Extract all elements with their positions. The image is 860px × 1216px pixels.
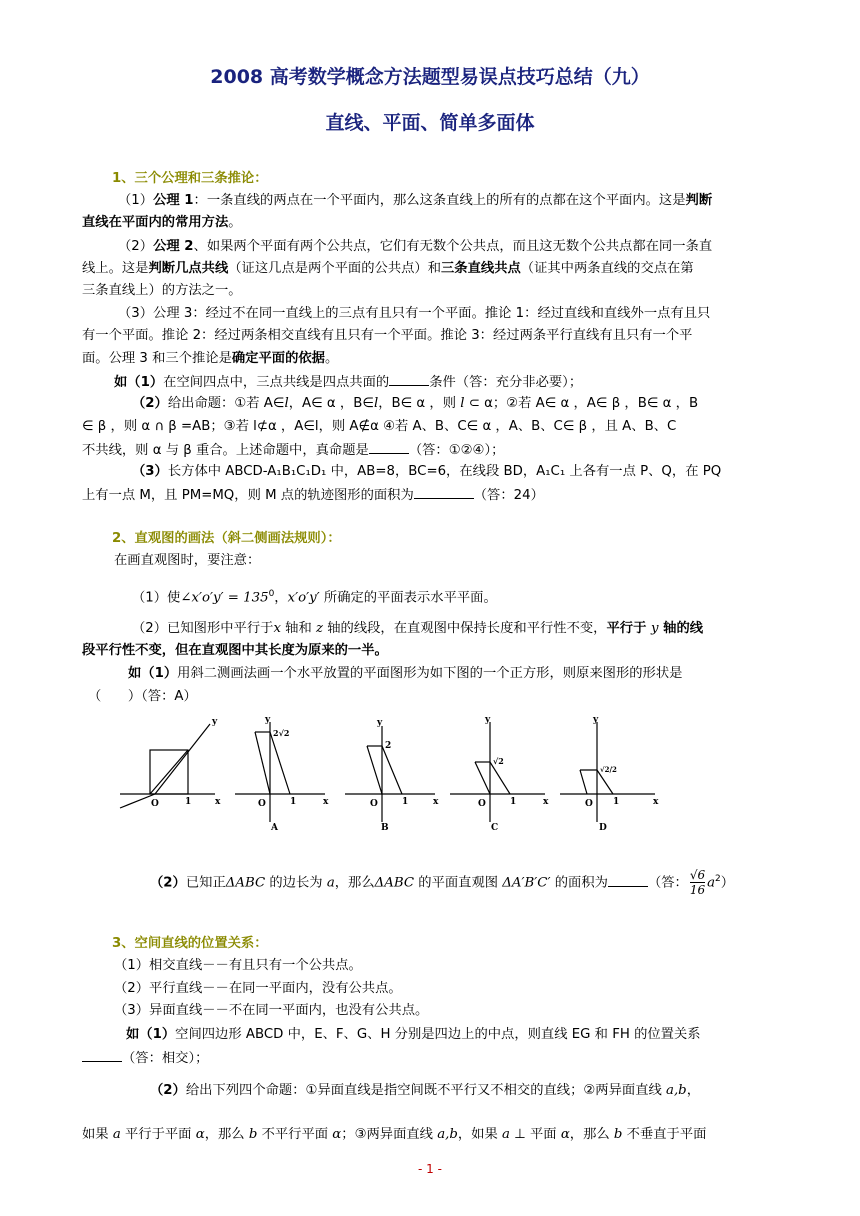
svg-text:1: 1 [402, 797, 409, 807]
svg-text:y: y [265, 715, 271, 725]
s3-example-2-cont: 如果 a 平行于平面 α，那么 b 不平行平面 α；③两异面直线 a,b，如果 a ⊥ 平面 α，那么 b 不垂直于平面 [82, 1127, 707, 1142]
s1-line-3: （2）公理 2、如果两个平面有两个公共点，它们有无数个公共点，而且这无数个公共点都在同一条直 [118, 239, 713, 254]
s2-example-2: （2）已知正ΔABC 的边长为 a，那么ΔABC 的平面直观图 ΔA′B′C′ 的面积为 （答： $\frac{√6}{16}$ $a^2$） [150, 868, 735, 897]
origin-label: O [151, 799, 159, 809]
svg-text:1: 1 [613, 797, 620, 807]
svg-text:O: O [478, 799, 486, 809]
svg-text:y: y [212, 717, 218, 727]
section-2-heading: 2、直观图的画法（斜二侧画法规则）： [112, 531, 341, 546]
svg-text:x: x [653, 797, 659, 807]
answer-blank [82, 1049, 122, 1062]
page-number: - 1 - [418, 1162, 442, 1176]
svg-text:x: x [543, 797, 549, 807]
s2-line-3: （2）已知图形中平行于x 轴和 z 轴的线段，在直观图中保持长度和平行性不变，平行于 y 轴的线 [132, 621, 704, 636]
answer-blank [608, 874, 648, 887]
s1-example-2: （2）给出命题：①若 A∈l，A∈ α ，B∈l，B∈ α ，则 l ⊂ α；②若 A∈ α ，A∈ β ，B∈ α ，B [132, 396, 699, 411]
svg-text:1: 1 [290, 797, 297, 807]
svg-text:O: O [370, 799, 378, 809]
s1-line-5: 三条直线上）的方法之一。 [82, 283, 242, 298]
s1-line-2: 直线在平面内的常用方法。 [82, 215, 242, 230]
svg-text:O: O [258, 799, 266, 809]
option-label-c: C [491, 823, 499, 832]
s1-line-6: （3）公理 3：经过不在同一直线上的三点有且只有一个平面。推论 1：经过直线和直线外一点有且只 [118, 306, 711, 321]
s3-example-1-cont: （答：相交）； [82, 1049, 782, 1068]
s2-line-4: 段平行性不变，但在直观图中其长度为原来的一半。 [82, 643, 388, 658]
svg-text:1: 1 [510, 797, 517, 807]
option-label-a: A [271, 823, 278, 832]
s1-line-1: （1）公理 1：一条直线的两点在一个平面内，那么这条直线上的所有的点都在这个平面内。这是判断 [118, 193, 713, 208]
s2-example-1: 如（1）用斜二测画法画一个水平放置的平面图形为如下图的一个正方形，则原来图形的形状是 [128, 666, 683, 681]
s3-example-2: （2）给出下列四个命题：①异面直线是指空间既不平行又不相交的直线；②两异面直线 a,b， [150, 1083, 700, 1098]
option-label-d: D [599, 823, 607, 832]
svg-text:x: x [323, 797, 329, 807]
svg-text:y: y [593, 715, 599, 725]
s3-line-3: （3）异面直线－－不在同一平面内，也没有公共点。 [114, 1003, 429, 1018]
svg-text:x: x [215, 797, 221, 807]
s1-example-3-cont: 上有一点 M，且 PM=MQ，则 M 点的轨迹图形的面积为 （答：24） [82, 488, 544, 503]
section-3-heading: 3、空间直线的位置关系： [112, 936, 268, 951]
s1-line-4: 线上。这是判断几点共线（证这几点是两个平面的公共点）和三条直线共点（证其中两条直线的交点在第 [82, 261, 694, 276]
s2-line-1: 在画直观图时，要注意： [114, 553, 261, 568]
s1-line-8: 面。公理 3 和三个推论是确定平面的依据。 [82, 351, 339, 366]
answer-blank [389, 373, 429, 386]
s3-line-1: （1）相交直线－－有且只有一个公共点。 [114, 958, 362, 973]
s1-example-2-end: 不共线，则 α 与 β 重合。上述命题中，真命题是 （答：①②④）； [82, 443, 505, 458]
section-1-heading: 1、三个公理和三条推论： [112, 171, 268, 186]
oblique-drawing-figure [115, 712, 665, 832]
s2-line-2: （1）使∠x′o′y′ = $135^0$，x′o′y′ 所确定的平面表示水平平面。 [132, 589, 497, 606]
svg-text:√2/2: √2/2 [600, 765, 617, 774]
s1-example-1: 如（1）在空间四点中，三点共线是四点共面的 条件（答：充分非必要）； [114, 375, 583, 390]
document-title: 2008 高考数学概念方法题型易误点技巧总结（九） [210, 66, 650, 88]
svg-text:y: y [377, 718, 383, 728]
svg-text:1: 1 [185, 797, 192, 807]
s3-example-1: 如（1）空间四边形 ABCD 中，E、F、G、H 分别是四边上的中点，则直线 EG 和 FH 的位置关系 [126, 1027, 701, 1042]
s1-line-7: 有一个平面。推论 2：经过两条相交直线有且只有一个平面。推论 3：经过两条平行直线有且只有一个平 [82, 328, 693, 343]
s1-example-3: （3）长方体中 ABCD-A₁B₁C₁D₁ 中，AB=8，BC=6，在线段 BD，A₁C₁ 上各有一点 P、Q，在 PQ [132, 464, 722, 479]
answer-fraction: $\frac{√6}{16}$ [689, 868, 706, 897]
svg-text:x: x [433, 797, 439, 807]
document-subtitle: 直线、平面、简单多面体 [325, 112, 535, 134]
answer-blank [369, 441, 409, 454]
svg-text:2: 2 [385, 741, 392, 751]
s3-line-2: （2）平行直线－－在同一平面内，没有公共点。 [114, 981, 402, 996]
svg-text:O: O [585, 799, 593, 809]
s2-example-1-cont: （ ）（答：A） [88, 689, 197, 704]
svg-text:√2: √2 [493, 756, 504, 766]
answer-blank [414, 486, 474, 499]
svg-text:2√2: 2√2 [273, 728, 290, 738]
option-label-b: B [381, 823, 389, 832]
svg-text:y: y [485, 715, 491, 725]
s1-example-2-cont: ∈ β ，则 α ∩ β =AB；③若 l⊄α ，A∈l，则 A∉α ④若 A、B、C∈ α ，A、B、C∈ β ，且 A、B、C [82, 419, 677, 434]
